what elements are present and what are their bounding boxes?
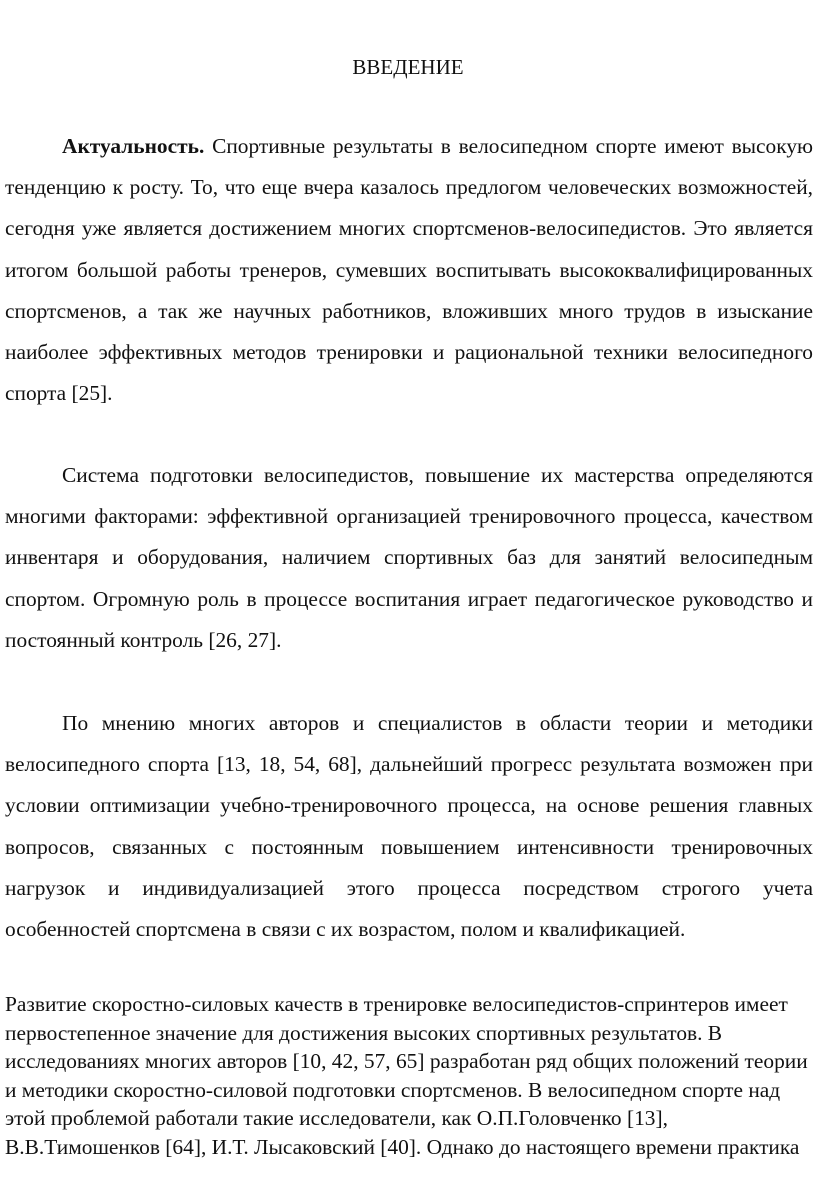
paragraph-expert-opinion-text: По мнению многих авторов и специалистов в области теории и методики велосипедного спорта [13, 18, 54, 68], дальнейший прогресс результата возможен при условии оптимизации учебно-тренировочного процесса, на основе решения главных вопросов, связанных с постоянным повышением интенсивности тренировочных нагрузок и индивидуализацией этого процесса посредством строгого учета особенностей спортсмена в связи с их возрастом, полом и квалификацией. bbox=[5, 711, 813, 942]
paragraph-relevance bbox=[5, 126, 813, 414]
paragraph-relevance-text bbox=[5, 126, 813, 414]
document-title: ВВЕДЕНИЕ bbox=[352, 55, 464, 79]
paragraph-expert-opinion bbox=[5, 703, 813, 950]
paragraph-speed-strength: Развитие скоростно-силовых качеств в тренировке велосипедистов-спринтеров имеет первостепенное значение для достижения высоких спортивных результатов. В исследованиях многих авторов [10, 42, 57, 65] разработан ряд общих положений теории и методики скоростно-силовой подготовки спортсменов. В велосипедном спорте над этой проблемой работали такие исследователи, как О.П.Головченко [13], В.В.Тимошенков [64], И.Т. Лысаковский [40]. Однако до настоящего времени практика bbox=[5, 992, 808, 1159]
paragraph-relevance-body: Спортивные результаты в велосипедном спорте имеют высокую тенденцию к росту. То, что еще вчера казалось предлогом человеческих возможностей, сегодня уже является достижением многих спортсменов-велосипедистов. Это является итогом большой работы тренеров, сумевших воспитывать высококвалифицированных спортсменов, а так же научных работников, вложивших много трудов в изыскание наиболее эффективных методов тренировки и рациональной техники велосипедного спорта [25]. bbox=[5, 134, 813, 406]
paragraph-training-system-text: Система подготовки велосипедистов, повышение их мастерства определяются многими факторами: эффективной организацией тренировочного процесса, качеством инвентаря и оборудования, наличием спортивных баз для занятий велосипедным спортом. Огромную роль в процессе воспитания играет педагогическое руководство и постоянный контроль [26, 27]. bbox=[5, 463, 813, 652]
paragraph-training-system bbox=[5, 455, 813, 661]
paragraph-lead-term: Актуальность. bbox=[62, 134, 205, 158]
